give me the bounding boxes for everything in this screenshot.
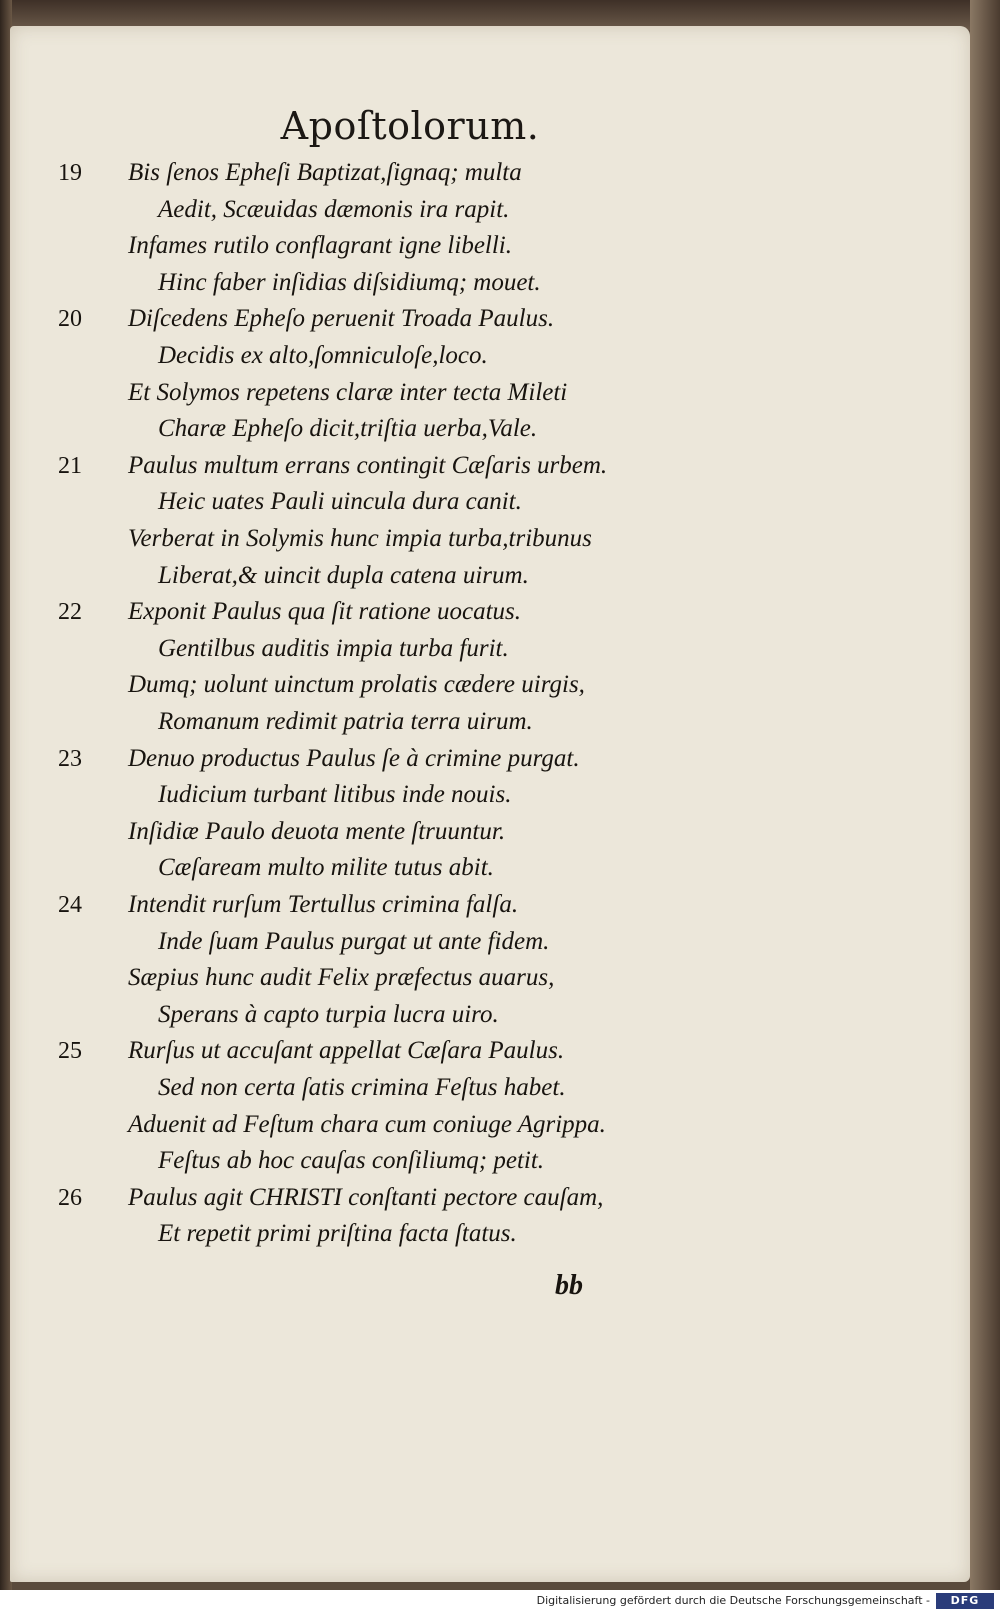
verse-line: Aduenit ad Feſtum chara cum coniuge Agrippa. xyxy=(128,1110,606,1138)
verse-line: Aedit, Scæuidas dæmonis ira rapit. xyxy=(158,195,510,223)
verse-number: 25 xyxy=(58,1038,82,1065)
verse-line: Decidis ex alto,ſomniculoſe,loco. xyxy=(158,342,488,369)
verse-line: Intendit rurſum Tertullus crimina falſa. xyxy=(128,891,519,918)
book-page xyxy=(10,26,970,1582)
verse-number: 23 xyxy=(58,745,82,772)
verse-number: 24 xyxy=(58,892,82,918)
verse-line: Cæſaream multo milite tutus abit. xyxy=(158,854,494,882)
verse-line: Et Solymos repetens claræ inter tecta Mileti xyxy=(128,378,568,406)
book-cover-right xyxy=(970,0,1000,1590)
footer-bar xyxy=(0,1590,1000,1613)
verse-line: Verberat in Solymis hunc impia turba,tribunus xyxy=(128,525,592,552)
verse-line: Sed non certa ſatis crimina Feſtus habet. xyxy=(158,1074,566,1101)
verse-line: Heic uates Pauli uincula dura canit. xyxy=(158,488,522,516)
verse-line: Sæpius hunc audit Felix præfectus auarus, xyxy=(128,964,555,992)
verse-number: 19 xyxy=(58,160,82,186)
verse-line: Inſidiæ Paulo deuota mente ſtruuntur. xyxy=(128,817,506,845)
verse-line: Denuo productus Paulus ſe à crimine purgat. xyxy=(128,744,580,772)
verse-line: Gentilbus auditis impia turba furit. xyxy=(158,634,509,662)
signature-mark: bb xyxy=(555,1270,583,1301)
verse-line: Dumq; uolunt uinctum prolatis cædere uirgis, xyxy=(128,671,585,699)
footer-credit: Digitalisierung gefördert durch die Deutsche Forschungsgemeinschaft - xyxy=(536,1594,930,1607)
verse-line: Feſtus ab hoc cauſas conſiliumq; petit. xyxy=(158,1147,545,1175)
verse-line: Romanum redimit patria terra uirum. xyxy=(158,708,533,735)
verse-line: Hinc faber inſidias diſsidiumq; mouet. xyxy=(158,268,541,296)
verse-number: 21 xyxy=(58,452,82,479)
poem-text xyxy=(10,26,970,1582)
verse-line: Rurſus ut accuſant appellat Cæſara Paulus. xyxy=(128,1037,565,1065)
verse-number: 20 xyxy=(58,306,82,333)
dfg-logo: DFG xyxy=(936,1593,994,1609)
verse-line: Sperans à capto turpia lucra uiro. xyxy=(158,1000,499,1028)
verse-line: Charæ Epheſo dicit,triſtia uerba,Vale. xyxy=(158,415,538,443)
verse-line: Exponit Paulus qua ſit ratione uocatus. xyxy=(128,598,522,626)
verse-line: Bis ſenos Epheſi Baptizat,ſignaq; multa xyxy=(128,159,522,186)
verse-line: Iudicium turbant litibus inde nouis. xyxy=(158,781,512,809)
verse-line: Paulus agit CHRISTI conſtanti pectore cauſam, xyxy=(128,1183,604,1211)
verse-line: Paulus multum errans contingit Cæſaris urbem. xyxy=(128,451,608,479)
verse-line: Et repetit primi priſtina facta ſtatus. xyxy=(158,1220,517,1248)
verse-line: Diſcedens Epheſo peruenit Troada Paulus. xyxy=(128,305,555,333)
verse-line: Liberat,& uincit dupla catena uirum. xyxy=(158,561,529,589)
verse-line: Infames rutilo conflagrant igne libelli. xyxy=(128,232,512,260)
running-header: Apoſtolorum. xyxy=(280,104,540,148)
verse-line: Inde ſuam Paulus purgat ut ante fidem. xyxy=(158,927,550,955)
verse-number: 26 xyxy=(58,1184,82,1211)
verse-number: 22 xyxy=(58,599,82,626)
